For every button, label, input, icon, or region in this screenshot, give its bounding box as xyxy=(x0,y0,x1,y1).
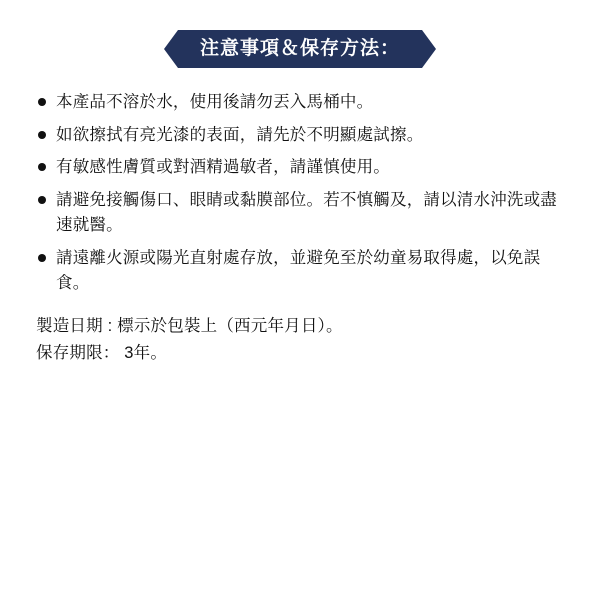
note-text: 請遠離火源或陽光直射處存放，並避免至於幼童易取得處，以免誤食。 xyxy=(56,248,541,293)
manufacture-date-line: 製造日期 : 標示於包裝上（西元年月日）。 xyxy=(36,316,343,335)
list-item xyxy=(36,123,566,149)
shelf-life-line: 保存期限： 3年。 xyxy=(36,343,168,362)
bullet-icon xyxy=(38,163,46,171)
list-item xyxy=(36,90,566,116)
bullet-icon xyxy=(38,131,46,139)
page-title: 注意事項＆保存方法： xyxy=(178,30,422,68)
notes-list xyxy=(36,90,566,297)
bullet-icon xyxy=(38,98,46,106)
title-banner-container xyxy=(34,30,566,68)
product-info xyxy=(36,313,566,366)
note-text: 請避免接觸傷口、眼睛或黏膜部位。若不慎觸及，請以清水沖洗或盡速就醫。 xyxy=(56,190,557,235)
bullet-icon xyxy=(38,196,46,204)
note-text: 如欲擦拭有亮光漆的表面，請先於不明顯處試擦。 xyxy=(56,125,424,144)
list-item xyxy=(36,246,566,297)
list-item xyxy=(36,155,566,181)
note-text: 本產品不溶於水，使用後請勿丟入馬桶中。 xyxy=(56,93,374,111)
note-text: 有敏感性膚質或對酒精過敏者，請謹慎使用。 xyxy=(56,158,390,177)
bullet-icon xyxy=(38,254,46,262)
list-item xyxy=(36,188,566,239)
